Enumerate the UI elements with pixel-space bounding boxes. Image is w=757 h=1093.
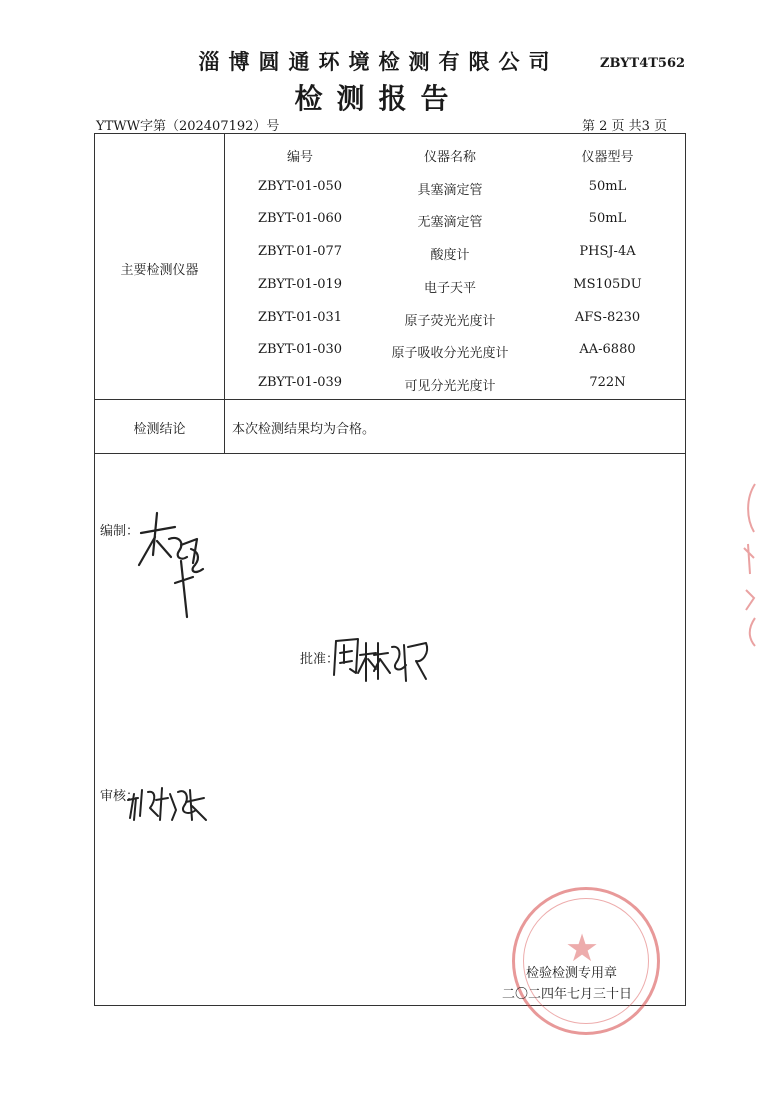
column-header-model: 仪器型号 — [581, 150, 634, 165]
instrument-name: 无塞滴定管 — [417, 215, 483, 230]
page-info: 第 2 页 共3 页 — [582, 119, 668, 134]
report-title: 检测报告 — [294, 82, 463, 115]
instrument-name: 可见分光光度计 — [404, 379, 496, 394]
instrument-model: 722N — [589, 375, 626, 390]
column-header-id: 编号 — [286, 150, 313, 165]
instrument-model: AFS-8230 — [574, 310, 641, 325]
conclusion-label: 检测结论 — [133, 422, 186, 437]
instrument-model: PHSJ-4A — [579, 244, 636, 259]
table-column-divider — [224, 134, 225, 453]
instrument-id: ZBYT-01-050 — [257, 179, 343, 194]
instrument-id: ZBYT-01-060 — [257, 211, 343, 226]
instrument-id: ZBYT-01-077 — [257, 244, 343, 259]
instruments-label: 主要检测仪器 — [120, 263, 199, 278]
instrument-name: 具塞滴定管 — [417, 183, 483, 198]
table-divider — [95, 399, 685, 400]
seal-name: 检验检测专用章 — [526, 966, 618, 981]
report-date: 二〇二四年七月三十日 — [502, 987, 633, 1002]
approver-signature — [330, 633, 435, 688]
seal-star-icon: ★ — [565, 926, 600, 970]
instrument-id: ZBYT-01-019 — [257, 277, 343, 292]
table-divider — [95, 453, 685, 454]
instrument-model: 50mL — [588, 211, 627, 226]
report-number: YTWW字第（202407192）号 — [96, 119, 280, 134]
compiler-label: 编制： — [100, 524, 140, 539]
report-code: ZBYT4T562 — [600, 56, 686, 71]
instrument-name: 电子天平 — [423, 281, 476, 296]
reviewer-label: 审核： — [100, 789, 140, 804]
reviewer-signature — [126, 780, 211, 825]
company-name: 淄博圆通环境检测有限公司 — [198, 49, 559, 74]
instrument-id: ZBYT-01-031 — [257, 310, 343, 325]
instrument-model: AA-6880 — [579, 342, 636, 357]
instrument-model: 50mL — [588, 179, 627, 194]
column-header-name: 仪器名称 — [423, 150, 476, 165]
approver-label: 批准： — [300, 652, 340, 667]
instrument-name: 原子荧光光度计 — [404, 314, 496, 329]
instrument-name: 酸度计 — [430, 248, 470, 263]
instrument-name: 原子吸收分光光度计 — [391, 346, 509, 361]
conclusion-text: 本次检测结果均为合格。 — [232, 422, 376, 437]
instrument-model: MS105DU — [573, 277, 642, 292]
instrument-id: ZBYT-01-030 — [257, 342, 343, 357]
instrument-id: ZBYT-01-039 — [257, 375, 343, 390]
official-seal — [512, 887, 660, 1035]
compiler-signature — [135, 505, 215, 620]
edge-seal-fragment — [738, 478, 757, 648]
